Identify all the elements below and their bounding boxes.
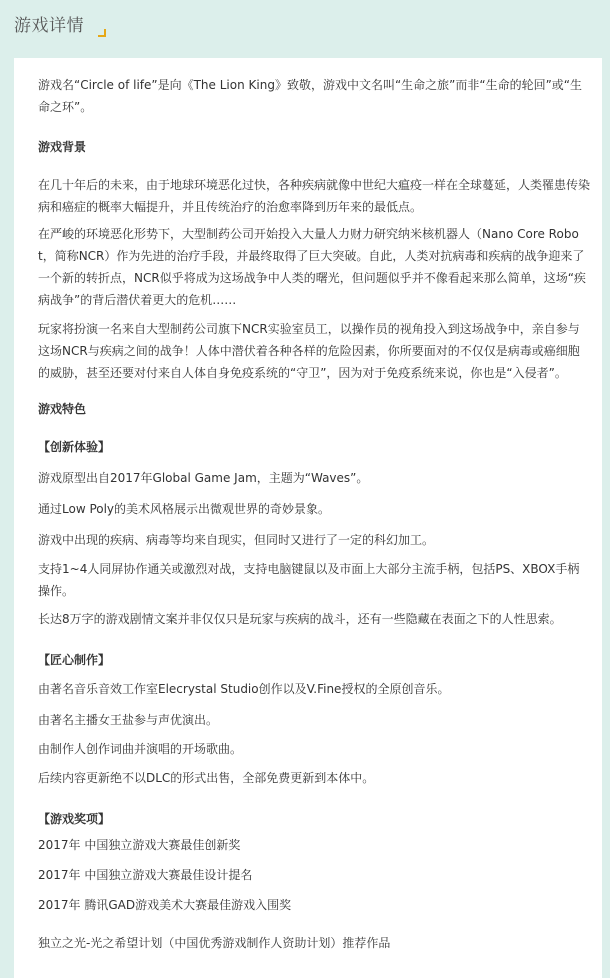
background-paragraph: 玩家将扮演一名来自大型制药公司旗下NCR实验室员工，以操作员的视角投入到这场战争中，亲自参与这场NCR与疾病之间的战争！人体中潜伏着各种各样的危险因素，你所要面对的不仅仅是病毒或癌细胞的威胁，甚至还要对付来自人体自身免疫系统的“守卫”，因为对于免疫系统来说，你也是“入侵者”。 [38, 322, 580, 380]
background-paragraph: 在几十年后的未来，由于地球环境恶化过快，各种疾病就像中世纪大瘟疫一样在全球蔓延，人类罹患传染病和癌症的概率大幅提升，并且传统治疗的治愈率降到历年来的最低点。 [38, 178, 591, 214]
feature-item: 由著名音乐音效工作室Elecrystal Studio创作以及V.Fine授权的全原创音乐。 [38, 682, 450, 696]
feature-item: 游戏中出现的疾病、病毒等均来自现实，但同时又进行了一定的科幻加工。 [38, 533, 435, 547]
award-item: 独立之光-光之希望计划（中国优秀游戏制作人资助计划）推荐作品 [38, 936, 391, 950]
section-heading-background: 游戏背景 [38, 140, 87, 154]
intro-text: 游戏名“Circle of life”是向《The Lion King》致敬，游戏中文名叫“生命之旅”而非“生命的轮回”或“生命之环”。 [38, 78, 583, 114]
section-heading-features: 游戏特色 [38, 402, 87, 416]
award-item: 2017年 腾讯GAD游戏美术大赛最佳游戏入围奖 [38, 898, 292, 912]
feature-item: 通过Low Poly的美术风格展示出微观世界的奇妙景象。 [38, 502, 331, 516]
award-item: 2017年 中国独立游戏大赛最佳创新奖 [38, 838, 241, 852]
feature-item: 由著名主播女王盐参与声优演出。 [38, 713, 219, 727]
feature-item: 游戏原型出自2017年Global Game Jam，主题为“Waves”。 [38, 471, 369, 485]
feature-item: 长达8万字的游戏剧情文案并非仅仅只是玩家与疾病的战斗，还有一些隐藏在表面之下的人性思索。 [38, 612, 562, 626]
page-header [0, 0, 610, 58]
feature-item: 支持1~4人同屏协作通关或激烈对战，支持电脑键鼠以及市面上大部分主流手柄，包括PS、XBOX手柄操作。 [38, 562, 580, 598]
background-paragraph: 在严峻的环境恶化形势下，大型制药公司开始投入大量人力财力研究纳米核机器人（Nano Core Robot，简称NCR）作为先进的治疗手段，并最终取得了巨大突破。自此，人类对抗病毒和疾病的战争迎来了一个新的转折点，NCR似乎将成为这场战争中人类的曙光，但问题似乎并不像看起来那么简单，这场“疾病战争”的背后潜伏着更大的危机…… [38, 227, 586, 307]
subsection-heading-craft: 【匠心制作】 [38, 653, 111, 667]
details-card [14, 58, 602, 978]
corner-bracket-icon [98, 29, 106, 37]
award-item: 2017年 中国独立游戏大赛最佳设计提名 [38, 868, 253, 882]
page-title: 游戏详情 [14, 16, 84, 36]
subsection-heading-awards: 【游戏奖项】 [38, 812, 111, 826]
subsection-heading-innovation: 【创新体验】 [38, 440, 111, 454]
feature-item: 后续内容更新绝不以DLC的形式出售，全部免费更新到本体中。 [38, 771, 375, 785]
feature-item: 由制作人创作词曲并演唱的开场歌曲。 [38, 742, 243, 756]
